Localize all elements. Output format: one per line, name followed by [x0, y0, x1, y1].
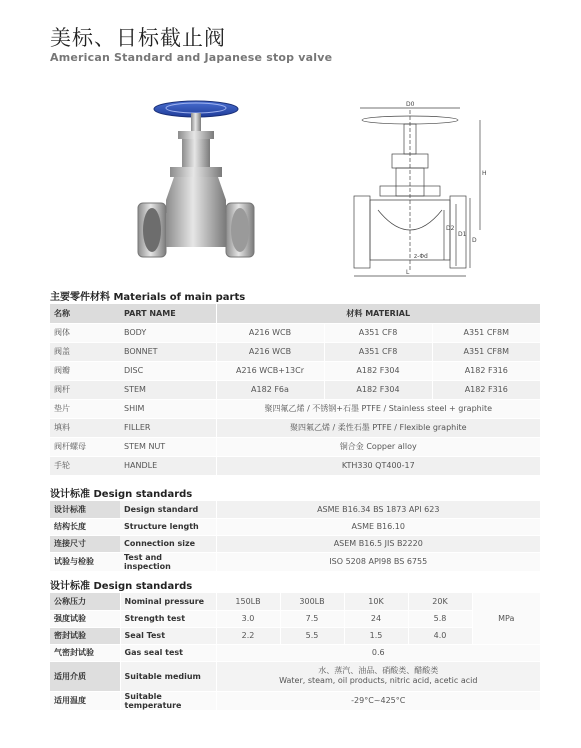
cell-material: 聚四氟乙烯 / 不锈钢+石墨 PTFE / Stainless steel + graphite: [216, 399, 540, 418]
cell-en: SHIM: [120, 399, 216, 418]
pressure-standards-title: 设计标准 Design standards: [50, 581, 193, 592]
cell-value: 2.2: [216, 627, 280, 644]
cell-material: A216 WCB: [216, 342, 324, 361]
cell-material: 铜合金 Copper alloy: [216, 437, 540, 456]
cell-cn: 阀瓣: [50, 361, 120, 380]
table-row: [50, 535, 540, 552]
cell-en: Strength test: [120, 610, 216, 627]
valve-technical-drawing: [340, 100, 500, 280]
cell-value: ISO 5208 API98 BS 6755: [216, 552, 540, 571]
page-title: 美标、日标截止阀: [50, 26, 226, 50]
cell-value: 10K: [344, 593, 408, 610]
cell-material: KTH330 QT400-17: [216, 456, 540, 475]
table-row: [50, 323, 540, 342]
cell-value: 0.6: [216, 644, 540, 661]
cell-material: A182 F316: [432, 361, 540, 380]
dim-d0: D0: [406, 101, 415, 108]
valve-photo: [130, 95, 260, 270]
cell-cn: 气密封试验: [50, 644, 120, 661]
dim-l: L: [406, 269, 410, 276]
cell-cn: 结构长度: [50, 518, 120, 535]
cell-cn: 公称压力: [50, 593, 120, 610]
cell-en: Suitable temperature: [120, 691, 216, 710]
table-row: [50, 593, 540, 610]
table-row: [50, 418, 540, 437]
materials-header-row: [50, 304, 540, 323]
table-row: [50, 437, 540, 456]
cell-value: 300LB: [280, 593, 344, 610]
cell-material: A351 CF8: [324, 342, 432, 361]
cell-material: A182 F6a: [216, 380, 324, 399]
cell-en: FILLER: [120, 418, 216, 437]
cell-material: A182 F304: [324, 380, 432, 399]
cell-material: A351 CF8M: [432, 342, 540, 361]
cell-value: 1.5: [344, 627, 408, 644]
cell-en: Connection size: [120, 535, 216, 552]
cell-value: -29°C~425°C: [216, 691, 540, 710]
cell-value: ASME B16.34 BS 1873 API 623: [216, 501, 540, 518]
cell-cn: 适用介质: [50, 661, 120, 691]
cell-cn: 试验与检验: [50, 552, 120, 571]
cell-value: 5.8: [408, 610, 472, 627]
cell-material: A216 WCB+13Cr: [216, 361, 324, 380]
cell-cn: 连接尺寸: [50, 535, 120, 552]
dim-d2: D2: [446, 225, 455, 232]
cell-en: BONNET: [120, 342, 216, 361]
table-row: [50, 552, 540, 571]
cell-cn: 阀体: [50, 323, 120, 342]
table-row: [50, 691, 540, 710]
cell-value: 3.0: [216, 610, 280, 627]
table-row: [50, 456, 540, 475]
table-row: [50, 610, 540, 627]
table-row: [50, 380, 540, 399]
cell-en: Gas seal test: [120, 644, 216, 661]
cell-cn: 手轮: [50, 456, 120, 475]
cell-value: 5.5: [280, 627, 344, 644]
cell-value: ASME B16.10: [216, 518, 540, 535]
cell-value: ASEM B16.5 JIS B2220: [216, 535, 540, 552]
table-row: [50, 644, 540, 661]
materials-table: [50, 304, 540, 476]
design-standards-table: [50, 501, 540, 572]
cell-en: Nominal pressure: [120, 593, 216, 610]
dim-d: D: [472, 237, 477, 244]
medium-cn: 水、蒸汽、油品、硝酸类、醋酸类: [318, 666, 439, 675]
cell-cn: 设计标准: [50, 501, 120, 518]
cell-value: 24: [344, 610, 408, 627]
cell-material: 聚四氟乙烯 / 柔性石墨 PTFE / Flexible graphite: [216, 418, 540, 437]
cell-material: A216 WCB: [216, 323, 324, 342]
cell-cn: 强度试验: [50, 610, 120, 627]
design-standards-title: 设计标准 Design standards: [50, 489, 193, 500]
cell-material: A182 F316: [432, 380, 540, 399]
medium-en: Water, steam, oil products, nitric acid, acetic acid: [279, 676, 478, 685]
cell-material: A182 F304: [324, 361, 432, 380]
cell-en: Structure length: [120, 518, 216, 535]
table-row: [50, 399, 540, 418]
cell-material: A351 CF8M: [432, 323, 540, 342]
cell-material: A351 CF8: [324, 323, 432, 342]
table-row: [50, 518, 540, 535]
cell-en: Design standard: [120, 501, 216, 518]
header-part-name: PART NAME: [120, 304, 216, 323]
cell-en: Test and inspection: [120, 552, 216, 571]
cell-en: HANDLE: [120, 456, 216, 475]
cell-value: 4.0: [408, 627, 472, 644]
cell-cn: 阀盖: [50, 342, 120, 361]
table-row: [50, 361, 540, 380]
cell-cn: 垫片: [50, 399, 120, 418]
table-row: [50, 501, 540, 518]
cell-cn: 填料: [50, 418, 120, 437]
table-row: [50, 661, 540, 691]
cell-cn: 密封试验: [50, 627, 120, 644]
materials-title: 主要零件材料 Materials of main parts: [50, 292, 246, 303]
dim-d1: D1: [458, 231, 467, 238]
cell-en: STEM: [120, 380, 216, 399]
cell-value: 150LB: [216, 593, 280, 610]
cell-en: DISC: [120, 361, 216, 380]
cell-cn: 阀杆螺母: [50, 437, 120, 456]
cell-value: 20K: [408, 593, 472, 610]
cell-cn: 阀杆: [50, 380, 120, 399]
cell-en: STEM NUT: [120, 437, 216, 456]
cell-en: Seal Test: [120, 627, 216, 644]
header-name: 名称: [50, 304, 120, 323]
header-material: 材料 MATERIAL: [216, 304, 540, 323]
cell-en: Suitable medium: [120, 661, 216, 691]
table-row: [50, 627, 540, 644]
page-subtitle: American Standard and Japanese stop valve: [50, 51, 333, 64]
dim-zd: z-Φd: [414, 253, 428, 260]
table-row: [50, 342, 540, 361]
cell-en: BODY: [120, 323, 216, 342]
pressure-table: [50, 593, 540, 711]
cell-cn: 适用温度: [50, 691, 120, 710]
dim-h: H: [482, 170, 487, 177]
cell-value: 7.5: [280, 610, 344, 627]
cell-value: [216, 661, 540, 691]
unit-cell: MPa: [472, 593, 540, 644]
